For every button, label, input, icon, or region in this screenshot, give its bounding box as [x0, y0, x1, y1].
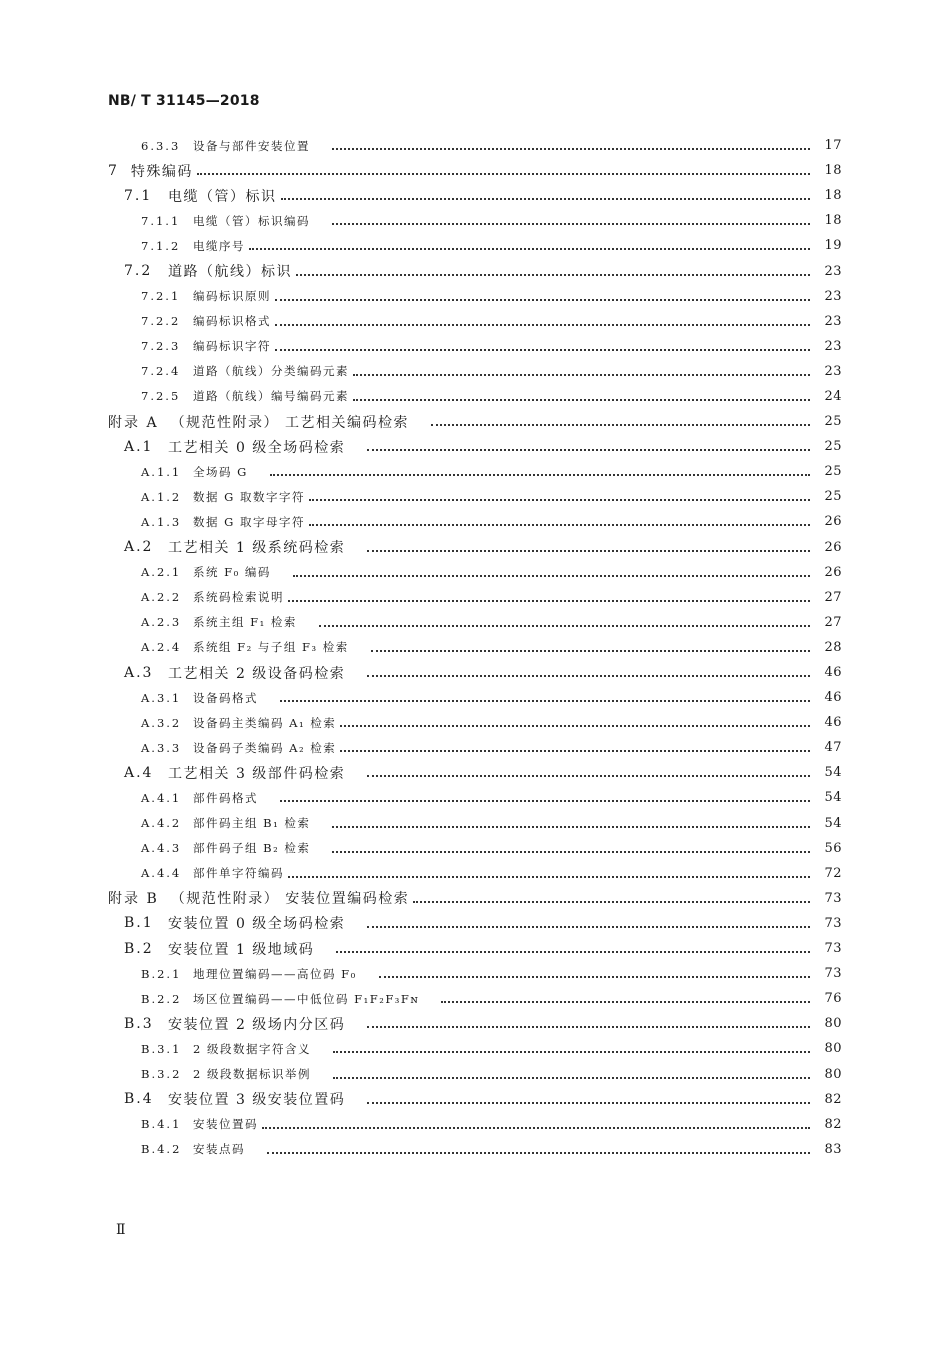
toc-entry[interactable]	[0, 836, 950, 861]
toc-entry-title: 编码标识原则	[193, 289, 271, 304]
dot-leader	[340, 724, 810, 727]
toc-entry[interactable]	[0, 585, 950, 610]
toc-entry-number: 7.2.4	[141, 364, 181, 379]
toc-entry-title: 道路（航线）标识	[168, 264, 292, 281]
toc-entry-number: A.3.1	[141, 690, 182, 705]
toc-entry[interactable]	[0, 1087, 950, 1112]
dot-leader	[280, 799, 810, 802]
toc-entry-page: 28	[824, 639, 842, 655]
toc-entry[interactable]	[0, 560, 950, 585]
toc-entry[interactable]	[0, 1011, 950, 1036]
toc-entry[interactable]	[0, 660, 950, 685]
toc-entry-page: 23	[824, 313, 842, 329]
dot-leader	[367, 1101, 810, 1104]
toc-entry-title: 数据 G 取字母字符	[193, 514, 305, 529]
toc-entry-title: 部件码子组 B₂ 检索	[193, 841, 311, 856]
toc-entry[interactable]	[0, 359, 950, 384]
toc-entry-page: 82	[824, 1091, 842, 1107]
toc-entry-page: 47	[824, 740, 842, 756]
toc-entry-page: 73	[824, 890, 842, 906]
toc-entry-number: 7	[108, 162, 119, 179]
toc-entry-page: 27	[824, 589, 842, 605]
toc-entry-number: B.4.2	[141, 1142, 182, 1157]
toc-entry-number: 7.2.2	[141, 314, 181, 329]
toc-entry-number: A.1.1	[141, 464, 182, 479]
toc-entry[interactable]	[0, 334, 950, 359]
dot-leader	[367, 774, 810, 777]
toc-entry-title: 编码标识字符	[193, 339, 271, 354]
toc-entry-number: A.4.4	[141, 866, 182, 881]
dot-leader	[333, 1076, 810, 1079]
dot-leader	[281, 197, 811, 200]
dot-leader	[296, 273, 810, 276]
toc-entry-number: A.2.4	[141, 640, 182, 655]
toc-entry-number: A.4.3	[141, 841, 182, 856]
toc-entry[interactable]	[0, 1137, 950, 1162]
toc-entry[interactable]	[0, 735, 950, 760]
toc-entry-number: B.1	[124, 915, 154, 932]
toc-entry-title: 系统主组 F₁ 检索	[193, 615, 297, 630]
dot-leader	[367, 549, 810, 552]
toc-entry-title: 系统码检索说明	[193, 590, 284, 605]
toc-entry-page: 54	[824, 790, 842, 806]
dot-leader	[293, 574, 810, 577]
toc-entry-title: 安装位置 0 级全场码检索	[168, 916, 346, 933]
dot-leader	[197, 172, 810, 175]
toc-entry-number: A.2.3	[141, 615, 182, 630]
dot-leader	[319, 624, 810, 627]
toc-entry[interactable]	[0, 610, 950, 635]
dot-leader	[333, 1050, 810, 1053]
toc-entry-title: （规范性附录） 安装位置编码检索	[170, 891, 410, 908]
toc-entry-page: 56	[824, 840, 842, 856]
toc-entry-page: 18	[824, 213, 842, 229]
dot-leader	[379, 975, 810, 978]
toc-entry-title: 安装位置 1 级地域码	[168, 941, 315, 958]
toc-entry-number: 7.1	[124, 187, 153, 204]
toc-entry[interactable]	[0, 208, 950, 233]
toc-entry[interactable]	[0, 509, 950, 534]
toc-entry[interactable]	[0, 936, 950, 961]
toc-entry-page: 73	[824, 966, 842, 982]
toc-entry-number: B.4	[124, 1091, 154, 1108]
toc-entry[interactable]	[0, 785, 950, 810]
toc-entry-page: 23	[824, 363, 842, 379]
toc-entry-page: 17	[824, 138, 842, 154]
toc-entry[interactable]	[0, 233, 950, 258]
toc-entry-page: 80	[824, 1016, 842, 1032]
toc-entry-title: 安装位置 3 级安装位置码	[168, 1092, 346, 1109]
toc-entry-page: 54	[824, 765, 842, 781]
toc-entry-page: 23	[824, 288, 842, 304]
dot-leader	[288, 599, 810, 602]
toc-entry-title: 电缆序号	[193, 238, 245, 253]
dot-leader	[371, 649, 810, 652]
toc-entry-title: 道路（航线）分类编码元素	[193, 364, 349, 379]
toc-entry-page: 54	[824, 815, 842, 831]
toc-entry-page: 46	[824, 665, 842, 681]
dot-leader	[275, 298, 810, 301]
toc-entry[interactable]	[0, 886, 950, 911]
toc-entry-title: 设备码格式	[193, 690, 258, 705]
toc-entry-page: 19	[824, 238, 842, 254]
dot-leader	[267, 1151, 810, 1154]
toc-entry-title: 安装点码	[193, 1142, 245, 1157]
toc-entry[interactable]	[0, 986, 950, 1011]
toc-entry-number: B.2	[124, 940, 154, 957]
toc-entry-title: （规范性附录） 工艺相关编码检索	[170, 414, 410, 431]
toc-entry-number: A.2	[124, 539, 154, 556]
dot-leader	[280, 699, 810, 702]
toc-entry[interactable]	[0, 459, 950, 484]
dot-leader	[309, 498, 810, 501]
toc-entry-title: 系统 F₀ 编码	[193, 565, 271, 580]
dot-leader	[275, 348, 810, 351]
toc-entry[interactable]	[0, 1112, 950, 1137]
dot-leader	[353, 373, 810, 376]
dot-leader	[441, 1000, 810, 1003]
dot-leader	[275, 323, 810, 326]
toc-entry[interactable]	[0, 1036, 950, 1061]
toc-entry-number: A.2.2	[141, 590, 182, 605]
toc-entry-title: 安装位置码	[193, 1117, 258, 1132]
toc-entry-number: A.3.3	[141, 740, 182, 755]
toc-entry-title: 数据 G 取数字字符	[193, 489, 305, 504]
toc-entry-page: 26	[824, 564, 842, 580]
toc-entry-number: A.1	[124, 438, 154, 455]
dot-leader	[288, 875, 810, 878]
toc-entry[interactable]	[0, 811, 950, 836]
toc-entry-page: 80	[824, 1041, 842, 1057]
dot-leader	[309, 523, 810, 526]
toc-entry-title: 系统组 F₂ 与子组 F₃ 检索	[193, 640, 349, 655]
dot-leader	[367, 448, 810, 451]
toc-entry-title: 电缆（管）标识编码	[193, 213, 310, 228]
toc-entry-number: B.2.2	[141, 991, 182, 1006]
toc-entry-title: 部件码主组 B₁ 检索	[193, 816, 311, 831]
toc-entry-page: 76	[824, 991, 842, 1007]
toc-entry-number: 附录 B	[108, 891, 159, 908]
toc-entry-page: 72	[824, 865, 842, 881]
toc-entry-number: 7.2.3	[141, 339, 181, 354]
toc-entry-page: 24	[824, 388, 842, 404]
toc-entry-page: 18	[824, 188, 842, 204]
toc-entry-number: A.3.2	[141, 715, 182, 730]
toc-entry-number: A.4	[124, 764, 154, 781]
dot-leader	[413, 900, 810, 903]
toc-entry-number: B.3.1	[141, 1041, 182, 1056]
toc-entry[interactable]	[0, 710, 950, 735]
toc-entry-page: 46	[824, 690, 842, 706]
toc-entry-number: B.4.1	[141, 1117, 182, 1132]
toc-entry[interactable]	[0, 760, 950, 785]
toc-entry-number: 7.2.1	[141, 289, 181, 304]
dot-leader	[340, 749, 810, 752]
dot-leader	[270, 473, 810, 476]
toc-entry-title: 2 级段数据标识举例	[193, 1067, 311, 1082]
toc-entry-title: 设备与部件安装位置	[193, 138, 310, 153]
dot-leader	[332, 850, 810, 853]
toc-entry-number: 7.1.2	[141, 238, 181, 253]
toc-entry[interactable]	[0, 484, 950, 509]
toc-entry[interactable]	[0, 284, 950, 309]
toc-entry-number: 7.2	[124, 263, 153, 280]
toc-entry[interactable]	[0, 309, 950, 334]
toc-entry[interactable]	[0, 535, 950, 560]
dot-leader	[332, 825, 810, 828]
toc-entry-page: 80	[824, 1066, 842, 1082]
toc-entry-title: 道路（航线）编号编码元素	[193, 389, 349, 404]
toc-entry-number: B.2.1	[141, 966, 182, 981]
dot-leader	[353, 398, 810, 401]
toc-entry-page: 25	[824, 414, 842, 430]
toc-entry[interactable]	[0, 685, 950, 710]
dot-leader	[262, 1126, 810, 1129]
toc-entry[interactable]	[0, 183, 950, 208]
toc-entry-title: 部件码格式	[193, 790, 258, 805]
page-number: Ⅱ	[116, 1222, 126, 1238]
toc-entry-title: 工艺相关 0 级全场码检索	[168, 439, 346, 456]
dot-leader	[336, 950, 810, 953]
toc-entry-title: 设备码主类编码 A₁ 检索	[193, 715, 337, 730]
toc-entry-number: 7.1.1	[141, 213, 181, 228]
toc-entry-number: 附录 A	[108, 414, 159, 431]
toc-entry-page: 73	[824, 915, 842, 931]
toc-entry-number: 7.2.5	[141, 389, 181, 404]
toc-entry-title: 编码标识格式	[193, 314, 271, 329]
toc-entry-page: 26	[824, 514, 842, 530]
toc-entry-number: B.3	[124, 1015, 154, 1032]
toc-entry-number: A.1.2	[141, 489, 182, 504]
toc-entry-title: 电缆（管）标识	[168, 188, 277, 205]
toc-entry-page: 18	[824, 163, 842, 179]
toc-entry[interactable]	[0, 434, 950, 459]
toc-entry-number: 6.3.3	[141, 138, 181, 153]
toc-entry[interactable]	[0, 133, 950, 158]
toc-entry-page: 23	[824, 263, 842, 279]
toc-entry-title: 工艺相关 3 级部件码检索	[168, 765, 346, 782]
toc-entry-title: 地理位置编码——高位码 F₀	[193, 966, 357, 981]
toc-entry-number: A.2.1	[141, 565, 182, 580]
toc-entry-page: 27	[824, 614, 842, 630]
document-code: NB/ T 31145—2018	[108, 93, 260, 109]
toc-entry-number: A.4.1	[141, 790, 182, 805]
toc-entry-page: 25	[824, 439, 842, 455]
toc-entry-title: 2 级段数据字符含义	[193, 1041, 311, 1056]
dot-leader	[249, 247, 810, 250]
toc-entry[interactable]	[0, 409, 950, 434]
dot-leader	[332, 147, 810, 150]
toc-entry[interactable]	[0, 1061, 950, 1086]
toc-entry-number: A.3	[124, 664, 154, 681]
dot-leader	[367, 925, 810, 928]
toc-entry-page: 46	[824, 715, 842, 731]
toc-entry[interactable]	[0, 911, 950, 936]
dot-leader	[431, 423, 810, 426]
toc-entry-page: 26	[824, 539, 842, 555]
table-of-contents	[0, 133, 950, 1162]
toc-entry-page: 83	[824, 1141, 842, 1157]
toc-entry-title: 部件单字符编码	[193, 866, 284, 881]
toc-entry-title: 工艺相关 1 级系统码检索	[168, 540, 346, 557]
toc-entry-page: 73	[824, 941, 842, 957]
toc-entry-page: 82	[824, 1116, 842, 1132]
dot-leader	[332, 222, 810, 225]
toc-entry[interactable]	[0, 635, 950, 660]
toc-entry-title: 设备码子类编码 A₂ 检索	[193, 740, 337, 755]
toc-entry-title: 全场码 G	[193, 464, 248, 479]
toc-entry-page: 25	[824, 489, 842, 505]
toc-entry-number: A.4.2	[141, 816, 182, 831]
toc-entry[interactable]	[0, 961, 950, 986]
toc-entry-title: 工艺相关 2 级设备码检索	[168, 665, 346, 682]
toc-entry[interactable]	[0, 258, 950, 283]
toc-entry[interactable]	[0, 384, 950, 409]
dot-leader	[367, 674, 810, 677]
dot-leader	[367, 1025, 810, 1028]
toc-entry-number: A.1.3	[141, 514, 182, 529]
toc-entry-page: 25	[824, 464, 842, 480]
toc-entry[interactable]	[0, 861, 950, 886]
toc-entry-number: B.3.2	[141, 1067, 182, 1082]
toc-entry[interactable]	[0, 158, 950, 183]
toc-entry-title: 安装位置 2 级场内分区码	[168, 1016, 346, 1033]
toc-entry-page: 23	[824, 338, 842, 354]
toc-entry-title: 场区位置编码——中低位码 F₁F₂F₃Fɴ	[193, 991, 420, 1006]
toc-entry-title: 特殊编码	[130, 163, 193, 180]
